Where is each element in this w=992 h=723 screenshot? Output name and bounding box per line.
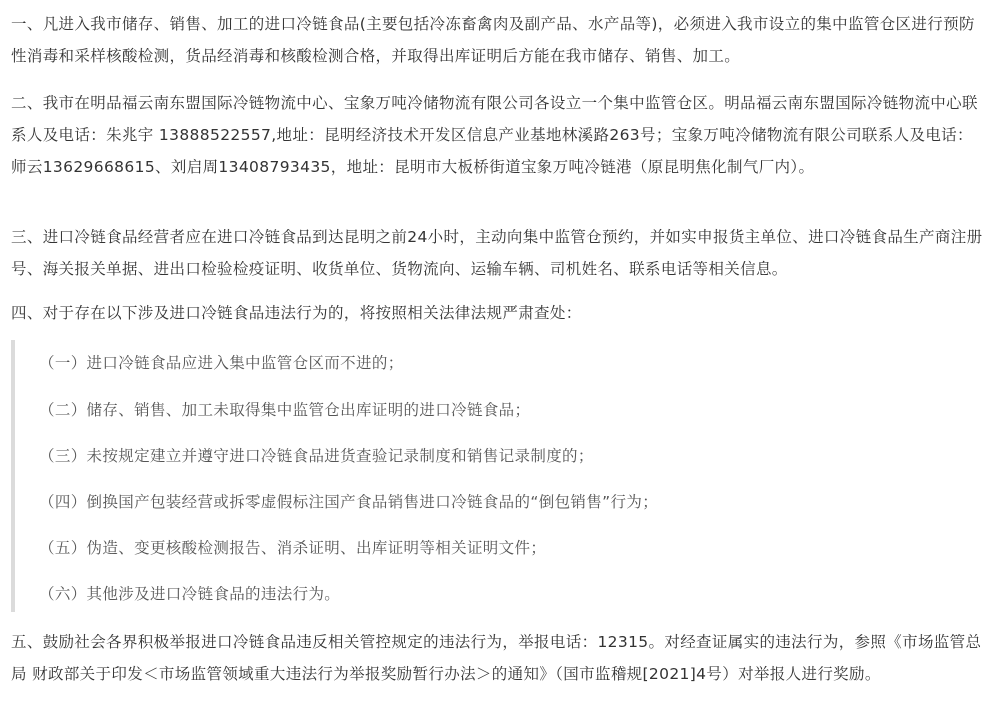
violation-item: （二）储存、销售、加工未取得集中监管仓出库证明的进口冷链食品；: [39, 401, 531, 419]
violation-item: （五）伪造、变更核酸检测报告、消杀证明、出库证明等相关证明文件；: [39, 539, 547, 557]
paragraph-1-checkpoint-requirement: 一、凡进入我市储存、销售、加工的进口冷链食品(主要包括冷冻畜禽肉及副产品、水产品等)，必须进入我市设立的集中监管仓区进行预防性消毒和采样核酸检测，货品经消毒和核酸检测合格，并取得出库证明后方能在我市储存、销售、加工。: [11, 15, 975, 65]
violation-item: （一）进口冷链食品应进入集中监管仓区而不进的；: [39, 354, 404, 372]
violation-item: （四）倒换国产包装经营或拆零虚假标注国产食品销售进口冷链食品的“倒包销售”行为；: [39, 493, 659, 511]
violation-item: （三）未按规定建立并遵守进口冷链食品进货查验记录制度和销售记录制度的；: [39, 447, 594, 465]
violations-blockquote: [11, 340, 984, 612]
paragraph-2-supervision-warehouses: 二、我市在明品福云南东盟国际冷链物流中心、宝象万吨冷储物流有限公司各设立一个集中监管仓区。明品福云南东盟国际冷链物流中心联系人及电话：朱兆宇 13888522557,地址：昆明经济技术开发区信息产业基地林溪路263号；宝象万吨冷储物流有限公司联系人及电话：师云13629668615、刘启周13408793435，地址：昆明市大板桥街道宝象万吨冷链港（原昆明焦化制气厂内）。: [11, 94, 978, 176]
violation-item: （六）其他涉及进口冷链食品的违法行为。: [39, 585, 341, 603]
paragraph-4-penalties-intro: 四、对于存在以下涉及进口冷链食品违法行为的，将按照相关法律法规严肃查处：: [11, 304, 582, 322]
paragraph-5-reporting-reward: 五、鼓励社会各界积极举报进口冷链食品违反相关管控规定的违法行为，举报电话：12315。对经查证属实的违法行为，参照《市场监管总局 财政部关于印发＜市场监管领域重大违法行为举报奖励暂行办法＞的通知》（国市监稽规[2021]4号）对举报人进行奖励。: [11, 633, 982, 683]
paragraph-3-advance-booking: 三、进口冷链食品经营者应在进口冷链食品到达昆明之前24小时，主动向集中监管仓预约，并如实申报货主单位、进口冷链食品生产商注册号、海关报关单据、进出口检验检疫证明、收货单位、货物流向、运输车辆、司机姓名、联系电话等相关信息。: [11, 228, 983, 278]
